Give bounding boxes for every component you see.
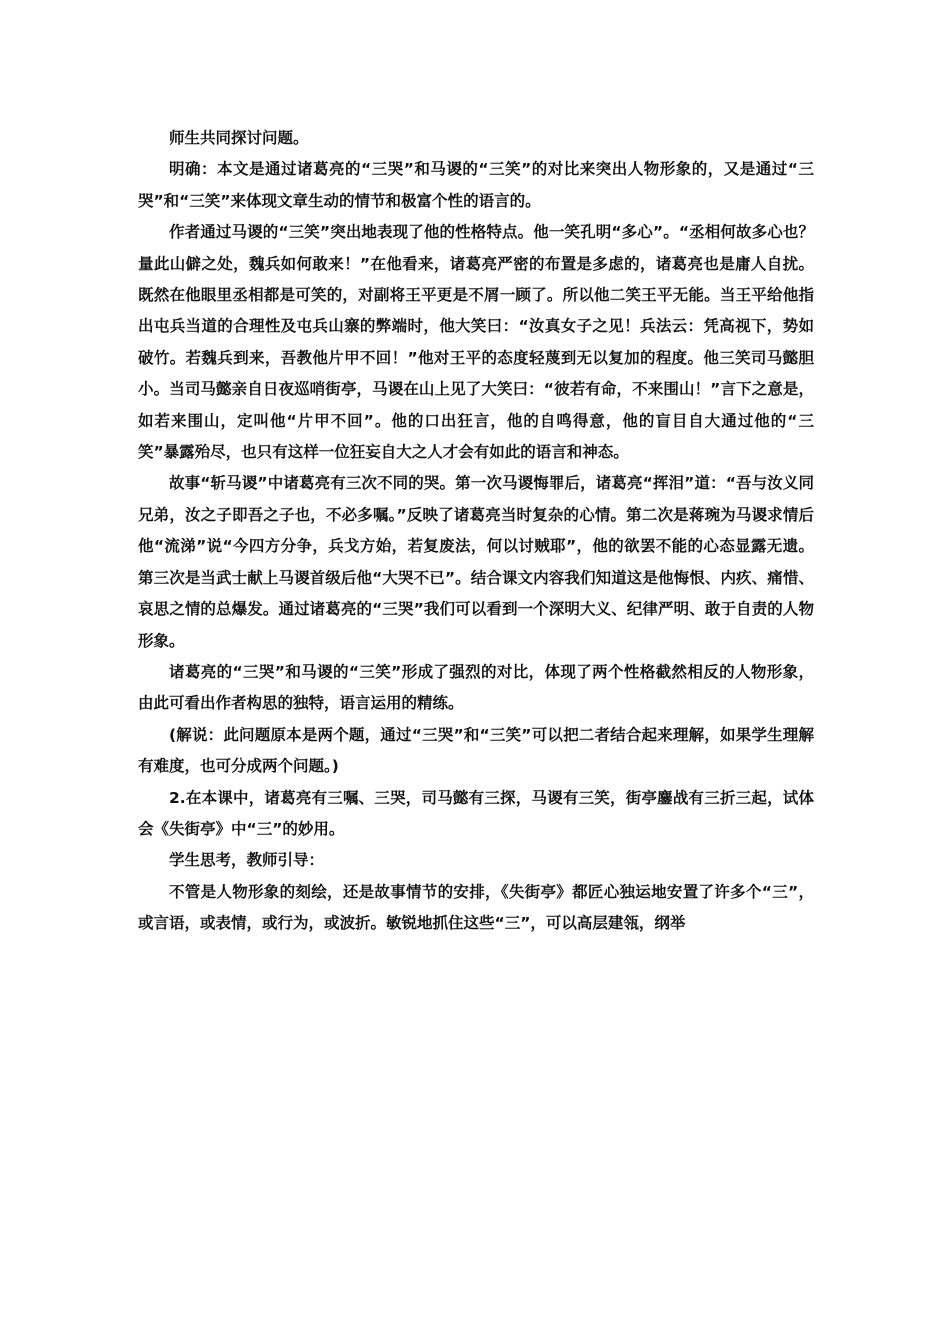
paragraph-explanation-note: (解说：此问题原本是两个题，通过“三哭”和“三笑”可以把二者结合起来理解，如果学生理解有难度，也可分成两个问题。) xyxy=(138,725,814,776)
paragraph-three-laughs: 作者通过马谡的“三笑”突出地表现了他的性格特点。他一笑孔明“多心”。“丞相何故多心也？量此山僻之处，魏兵如何敢来！”在他看来，诸葛亮严密的布置是多虑的，诸葛亮也是庸人自扰。既然在他眼里丞相都是可笑的，对副将王平更是不屑一顾了。所以他二笑王平无能。当王平给他指出屯兵当道的合理性及屯兵山寨的弊端时，他大笑曰：“汝真女子之见！兵法云：凭高视下，势如破竹。若魏兵到来，吾教他片甲不回！”他对王平的态度轻蔑到无以复加的程度。他三笑司马懿胆小。当司马懿亲自日夜巡哨街亭，马谡在山上见了大笑曰：“彼若有命，不来围山！”言下之意是，如若来围山，定叫他“片甲不回”。他的口出狂言，他的自鸣得意，他的盲目自大通过他的“三笑”暴露殆尽，也只有这样一位狂妄自大之人才会有如此的语言和神态。 xyxy=(138,223,814,462)
paragraph-contrast: 诸葛亮的“三哭”和马谡的“三笑”形成了强烈的对比，体现了两个性格截然相反的人物形象，由此可看出作者构思的独特，语言运用的精练。 xyxy=(138,662,814,713)
paragraph-analysis: 不管是人物形象的刻绘，还是故事情节的安排，《失街亭》都匠心独运地安置了许多个“三”，或言语，或表情，或行为，或波折。敏锐地抓住这些“三”，可以高层建瓴，纲举 xyxy=(138,882,814,933)
document-body xyxy=(138,123,814,940)
paragraph-question-2: 2.在本课中，诸葛亮有三嘱、三哭，司马懿有三探，马谡有三笑，街亭鏖战有三折三起，试体会《失街亭》中“三”的妙用。 xyxy=(138,788,814,838)
paragraph-clarification: 明确：本文是通过诸葛亮的“三哭”和马谡的“三笑”的对比来突出人物形象的，又是通过“三哭”和“三笑”来体现文章生动的情节和极富个性的语言的。 xyxy=(138,160,814,210)
paragraph-discussion: 师生共同探讨问题。 xyxy=(169,129,309,147)
paragraph-three-cries: 故事“斩马谡”中诸葛亮有三次不同的哭。第一次马谡悔罪后，诸葛亮“挥泪”道：“吾与汝义同兄弟，汝之子即吾之子也，不必多嘱。”反映了诸葛亮当时复杂的心情。第二次是蒋琬为马谡求情后他“流涕”说“今四方分争，兵戈方始，若复废法，何以讨贼耶”，他的欲罢不能的心态显露无遗。第三次是当武士献上马谡首级后他“大哭不已”。结合课文内容我们知道这是他悔恨、内疚、痛惜、哀思之情的总爆发。通过诸葛亮的“三哭”我们可以看到一个深明大义、纪律严明、敢于自责的人物形象。 xyxy=(138,474,814,650)
paragraph-student-thinking: 学生思考，教师引导： xyxy=(169,851,325,870)
